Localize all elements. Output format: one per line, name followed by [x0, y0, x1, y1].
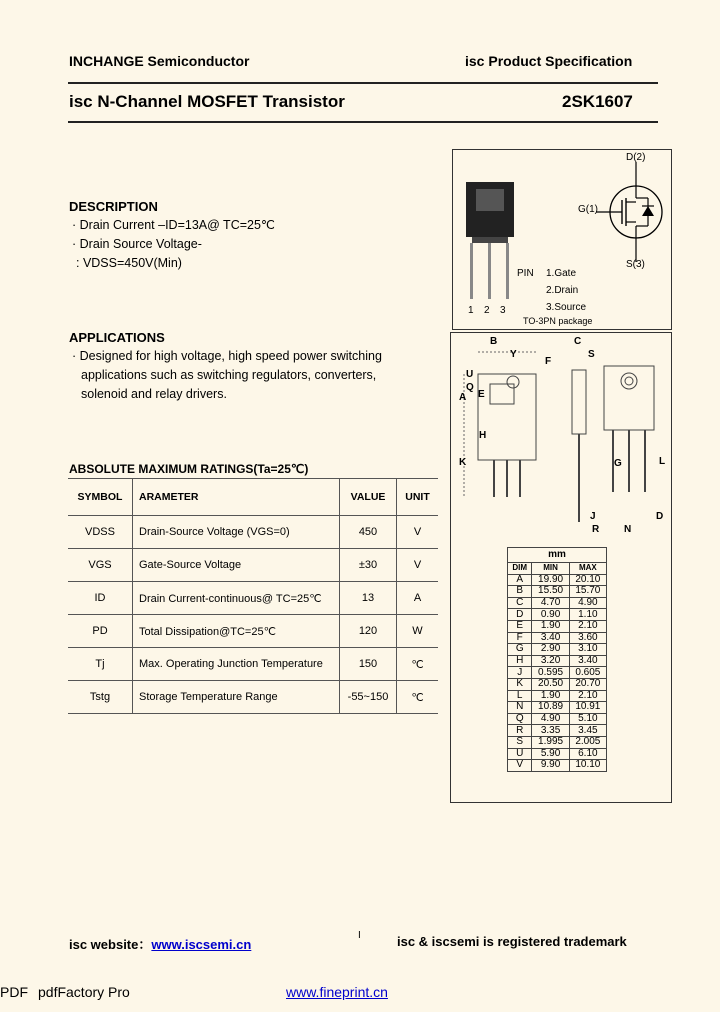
row-parameter: Storage Temperature Range	[133, 681, 340, 714]
table-row	[508, 644, 607, 656]
dim-cell: 10.91	[569, 702, 606, 714]
table-row	[508, 609, 607, 621]
dim-cell: U	[508, 748, 532, 760]
table-row	[508, 574, 607, 586]
dim-cell: H	[508, 655, 532, 667]
dim-cell: 2.90	[532, 644, 569, 656]
dim-label-l: L	[659, 456, 666, 467]
row-value: -55~150	[340, 681, 397, 714]
dim-cell: 3.60	[569, 632, 606, 644]
dim-cell: 1.90	[532, 690, 569, 702]
symbol-source-label: S(3)	[626, 259, 645, 270]
dim-label-r: R	[592, 524, 600, 535]
dim-cell: N	[508, 702, 532, 714]
row-unit: ℃	[397, 681, 439, 714]
dim-label-c: C	[574, 336, 582, 347]
table-row	[68, 582, 438, 615]
dim-cell: E	[508, 620, 532, 632]
dim-cell: 3.20	[532, 655, 569, 667]
pin-number-3: 3	[500, 305, 506, 316]
row-symbol: VDSS	[68, 516, 133, 549]
dim-cell: 9.90	[532, 760, 569, 772]
ratings-table	[68, 478, 438, 714]
col-unit: UNIT	[397, 479, 439, 516]
table-row	[508, 736, 607, 748]
description-heading: DESCRIPTION	[69, 199, 158, 214]
dim-unit: mm	[508, 548, 607, 563]
dim-label-n: N	[624, 524, 632, 535]
mosfet-symbol	[596, 162, 670, 262]
dim-cell: 19.90	[532, 574, 569, 586]
row-value: 13	[340, 582, 397, 615]
table-row	[508, 597, 607, 609]
spec-text: Product Specification	[488, 53, 633, 69]
dim-col-min: MIN	[532, 563, 569, 575]
table-row	[508, 620, 607, 632]
dim-label-h: H	[479, 430, 487, 441]
row-unit: A	[397, 582, 439, 615]
description-line-2: · Drain Source Voltage-	[72, 237, 202, 251]
dim-cell: 0.605	[569, 667, 606, 679]
isc-brand: isc	[465, 53, 485, 69]
website-line	[69, 934, 251, 953]
col-value: VALUE	[340, 479, 397, 516]
table-row	[508, 632, 607, 644]
col-symbol: SYMBOL	[68, 479, 133, 516]
ratings-header-row	[68, 479, 438, 516]
dim-cell: 1.90	[532, 620, 569, 632]
dim-cell: 15.70	[569, 586, 606, 598]
table-row	[508, 586, 607, 598]
table-row	[508, 713, 607, 725]
table-row	[508, 655, 607, 667]
dim-cell: 5.90	[532, 748, 569, 760]
dim-cell: 2.10	[569, 690, 606, 702]
dim-label-f: F	[545, 356, 552, 367]
row-unit: W	[397, 615, 439, 648]
row-unit: V	[397, 516, 439, 549]
table-row	[68, 516, 438, 549]
symbol-drain-label: D(2)	[626, 152, 646, 163]
table-row	[68, 681, 438, 714]
dim-label-q: Q	[466, 382, 474, 393]
pdffactory-label: pdfFactory Pro	[38, 984, 130, 1000]
table-row	[508, 678, 607, 690]
dim-label-u: U	[466, 369, 474, 380]
applications-line-3: solenoid and relay drivers.	[81, 387, 227, 401]
row-symbol: Tstg	[68, 681, 133, 714]
row-value: ±30	[340, 549, 397, 582]
dim-label-a: A	[459, 392, 467, 403]
dim-label-b: B	[490, 336, 498, 347]
dim-cell: Q	[508, 713, 532, 725]
dim-cell: 6.10	[569, 748, 606, 760]
header-rule-top	[68, 82, 658, 84]
dim-cell: 20.10	[569, 574, 606, 586]
dim-cell: 0.90	[532, 609, 569, 621]
pin-heading: PIN	[517, 268, 534, 279]
table-row	[508, 725, 607, 737]
dim-cell: S	[508, 736, 532, 748]
dim-cell: 3.35	[532, 725, 569, 737]
dimension-table	[507, 547, 607, 772]
pin-source: 3.Source	[546, 302, 587, 313]
pin-number-2: 2	[484, 305, 490, 316]
dim-cell: V	[508, 760, 532, 772]
row-symbol: VGS	[68, 549, 133, 582]
dim-label-k: K	[459, 457, 467, 468]
pdf-label: PDF	[0, 984, 28, 1000]
description-line-1: · Drain Current –ID=13A@ TC=25℃	[72, 218, 275, 232]
dim-cell: 3.45	[569, 725, 606, 737]
ratings-heading: ABSOLUTE MAXIMUM RATINGS(Ta=25℃)	[69, 462, 309, 476]
applications-line-1: · Designed for high voltage, high speed power switching	[72, 349, 382, 363]
dim-cell: 2.10	[569, 620, 606, 632]
dim-label-j: J	[590, 511, 596, 522]
dim-cell: 10.89	[532, 702, 569, 714]
dim-cell: R	[508, 725, 532, 737]
dim-cell: G	[508, 644, 532, 656]
dim-cell: 20.70	[569, 678, 606, 690]
spec-label	[465, 53, 632, 69]
dim-cell: 1.995	[532, 736, 569, 748]
table-row	[68, 549, 438, 582]
dim-cell: A	[508, 574, 532, 586]
dim-label-s: S	[588, 349, 595, 360]
dim-cell: B	[508, 586, 532, 598]
dim-cell: K	[508, 678, 532, 690]
dim-cell: L	[508, 690, 532, 702]
dim-cell: 3.10	[569, 644, 606, 656]
dim-label-d: D	[656, 511, 664, 522]
page-title: isc N-Channel MOSFET Transistor	[69, 92, 345, 111]
dim-cell: 5.10	[569, 713, 606, 725]
dim-cell: 4.70	[532, 597, 569, 609]
dim-cell: 3.40	[569, 655, 606, 667]
dim-cell: D	[508, 609, 532, 621]
row-value: 450	[340, 516, 397, 549]
table-row	[508, 760, 607, 772]
table-row	[68, 648, 438, 681]
symbol-gate-label: G(1)	[578, 204, 598, 215]
dim-cell: J	[508, 667, 532, 679]
page-mark: I	[358, 930, 361, 941]
dim-label-e: E	[478, 389, 485, 400]
part-number: 2SK1607	[562, 92, 633, 111]
package-name: TO-3PN package	[523, 316, 593, 326]
row-unit: ℃	[397, 648, 439, 681]
dim-cell: 4.90	[532, 713, 569, 725]
table-row	[68, 615, 438, 648]
pin-gate: 1.Gate	[546, 268, 577, 279]
dim-cell: F	[508, 632, 532, 644]
dim-label-y: Y	[510, 349, 517, 360]
row-parameter: Gate-Source Voltage	[133, 549, 340, 582]
trademark-text: isc & iscsemi is registered trademark	[397, 934, 627, 949]
row-symbol: PD	[68, 615, 133, 648]
company-name: INCHANGE Semiconductor	[69, 53, 250, 69]
dim-cell: 20.50	[532, 678, 569, 690]
row-parameter: Drain Current-continuous@ TC=25℃	[133, 582, 340, 615]
row-symbol: Tj	[68, 648, 133, 681]
pin-number-1: 1	[468, 305, 474, 316]
dim-cell: 4.90	[569, 597, 606, 609]
row-parameter: Total Dissipation@TC=25℃	[133, 615, 340, 648]
dim-cell: 2.005	[569, 736, 606, 748]
dim-cell: 1.10	[569, 609, 606, 621]
row-value: 120	[340, 615, 397, 648]
applications-heading: APPLICATIONS	[69, 330, 165, 345]
website-label: isc website：	[69, 937, 152, 952]
dim-cell: C	[508, 597, 532, 609]
dim-label-g: G	[614, 458, 622, 469]
dim-col-dim: DIM	[508, 563, 532, 575]
dim-cell: 3.40	[532, 632, 569, 644]
row-parameter: Max. Operating Junction Temperature	[133, 648, 340, 681]
applications-line-2: applications such as switching regulators, converters,	[81, 368, 377, 382]
table-row	[508, 748, 607, 760]
description-line-3: : VDSS=450V(Min)	[76, 256, 182, 270]
fineprint-link[interactable]: www.fineprint.cn	[286, 984, 388, 1000]
table-row	[508, 702, 607, 714]
row-unit: V	[397, 549, 439, 582]
pin-drain: 2.Drain	[546, 285, 579, 296]
table-row	[508, 690, 607, 702]
row-value: 150	[340, 648, 397, 681]
website-link[interactable]: www.iscsemi.cn	[151, 937, 252, 952]
dim-col-max: MAX	[569, 563, 606, 575]
dim-cell: 15.50	[532, 586, 569, 598]
dim-cell: 0.595	[532, 667, 569, 679]
row-symbol: ID	[68, 582, 133, 615]
row-parameter: Drain-Source Voltage (VGS=0)	[133, 516, 340, 549]
header-rule-bottom	[68, 121, 658, 123]
col-parameter: ARAMETER	[133, 479, 340, 516]
dim-cell: 10.10	[569, 760, 606, 772]
table-row	[508, 667, 607, 679]
